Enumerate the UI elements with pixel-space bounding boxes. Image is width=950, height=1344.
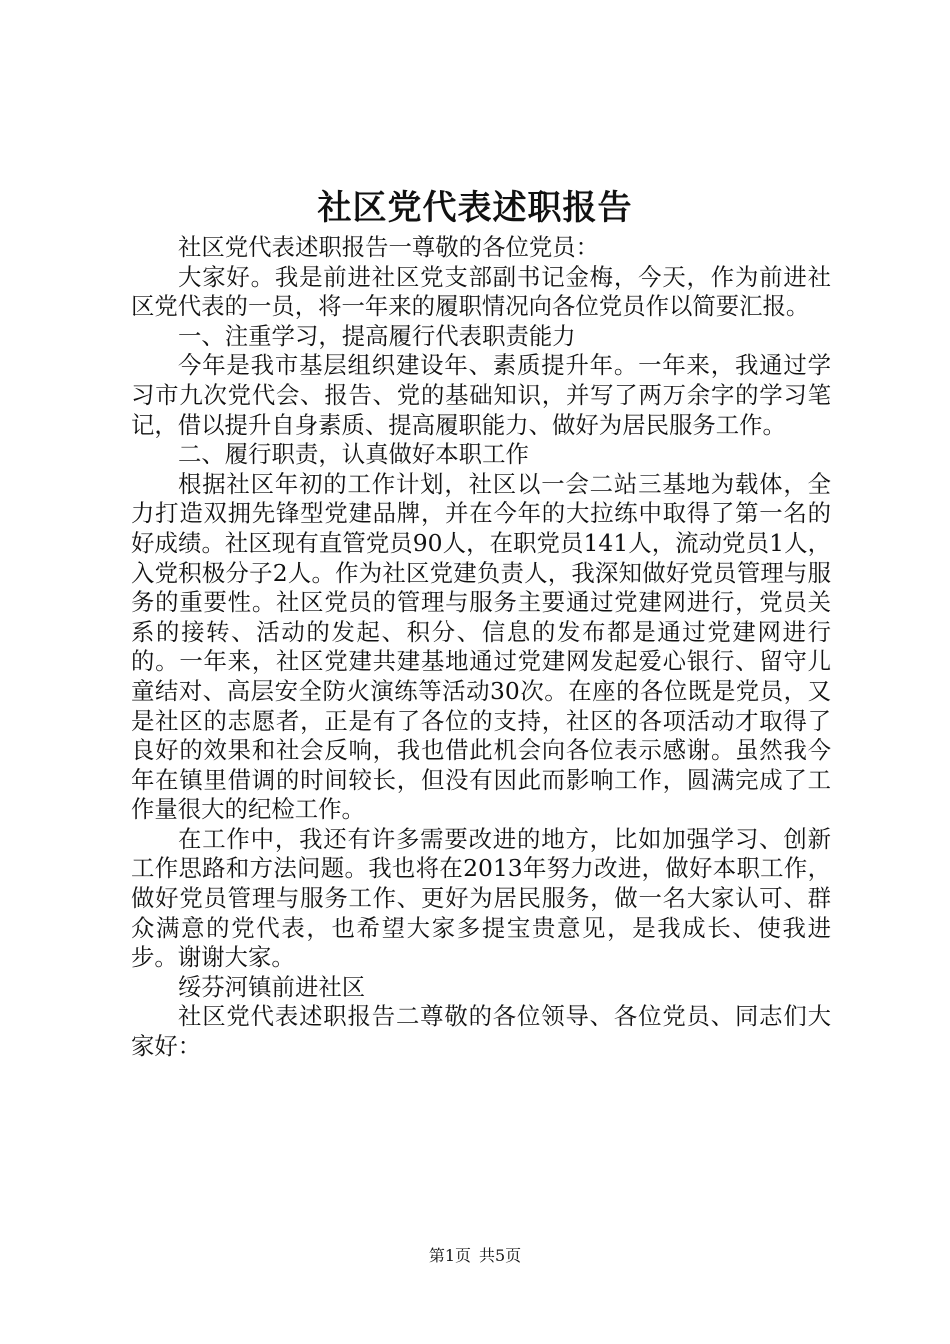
- section-heading-2: 二、履行职责，认真做好本职工作: [178, 440, 529, 469]
- section-heading-1: 一、注重学习，提高履行代表职责能力: [178, 321, 576, 350]
- paragraph-duties: 根据社区年初的工作计划，社区以一会二站三基地为载体，全力打造双拥先锋型党建品牌，并在今年的大拉练中取得了第一名的好成绩。社区现有直管党员90人，在职党员141人，流动党员1人，入党积极分子2人。作为社区党建负责人，我深知做好党员管理与服务的重要性。社区党员的管理与服务主要通过党建网进行，党员关系的接转、活动的发起、积分、信息的发布都是通过党建网进行的。一年来，社区党建共建基地通过党建网发起爱心银行、留守儿童结对、高层安全防火演练等活动30次。在座的各位既是党员，又是社区的志愿者，正是有了各位的支持，社区的各项活动才取得了良好的效果和社会反响，我也借此机会向各位表示感谢。虽然我今年在镇里借调的时间较长，但没有因此而影响工作，圆满完成了工作量很大的纪检工作。: [131, 469, 831, 824]
- page-footer: [0, 1244, 950, 1268]
- signature-line: 绥芬河镇前进社区: [178, 972, 366, 1001]
- paragraph-intro: 大家好。我是前进社区党支部副书记金梅，今天，作为前进社区党代表的一员，将一年来的履职情况向各位党员作以简要汇报。: [131, 262, 831, 321]
- paragraph-study: 今年是我市基层组织建设年、素质提升年。一年来，我通过学习市九次党代会、报告、党的基础知识，并写了两万余字的学习笔记，借以提升自身素质、提高履职能力、做好为居民服务工作。: [131, 351, 831, 439]
- page-total: 共5页: [479, 1246, 522, 1265]
- document-title: 社区党代表述职报告: [317, 188, 633, 228]
- page-number: 第1页: [428, 1246, 471, 1265]
- document-body: [131, 233, 831, 1062]
- paragraph-report-two: 社区党代表述职报告二尊敬的各位领导、各位党员、同志们大家好：: [131, 1002, 831, 1061]
- paragraph-salutation: 社区党代表述职报告一尊敬的各位党员：: [178, 233, 600, 261]
- paragraph-improvement: 在工作中，我还有许多需要改进的地方，比如加强学习、创新工作思路和方法问题。我也将在2013年努力改进，做好本职工作，做好党员管理与服务工作、更好为居民服务，做一名大家认可、群众满意的党代表，也希望大家多提宝贵意见，是我成长、使我进步。谢谢大家。: [131, 824, 831, 972]
